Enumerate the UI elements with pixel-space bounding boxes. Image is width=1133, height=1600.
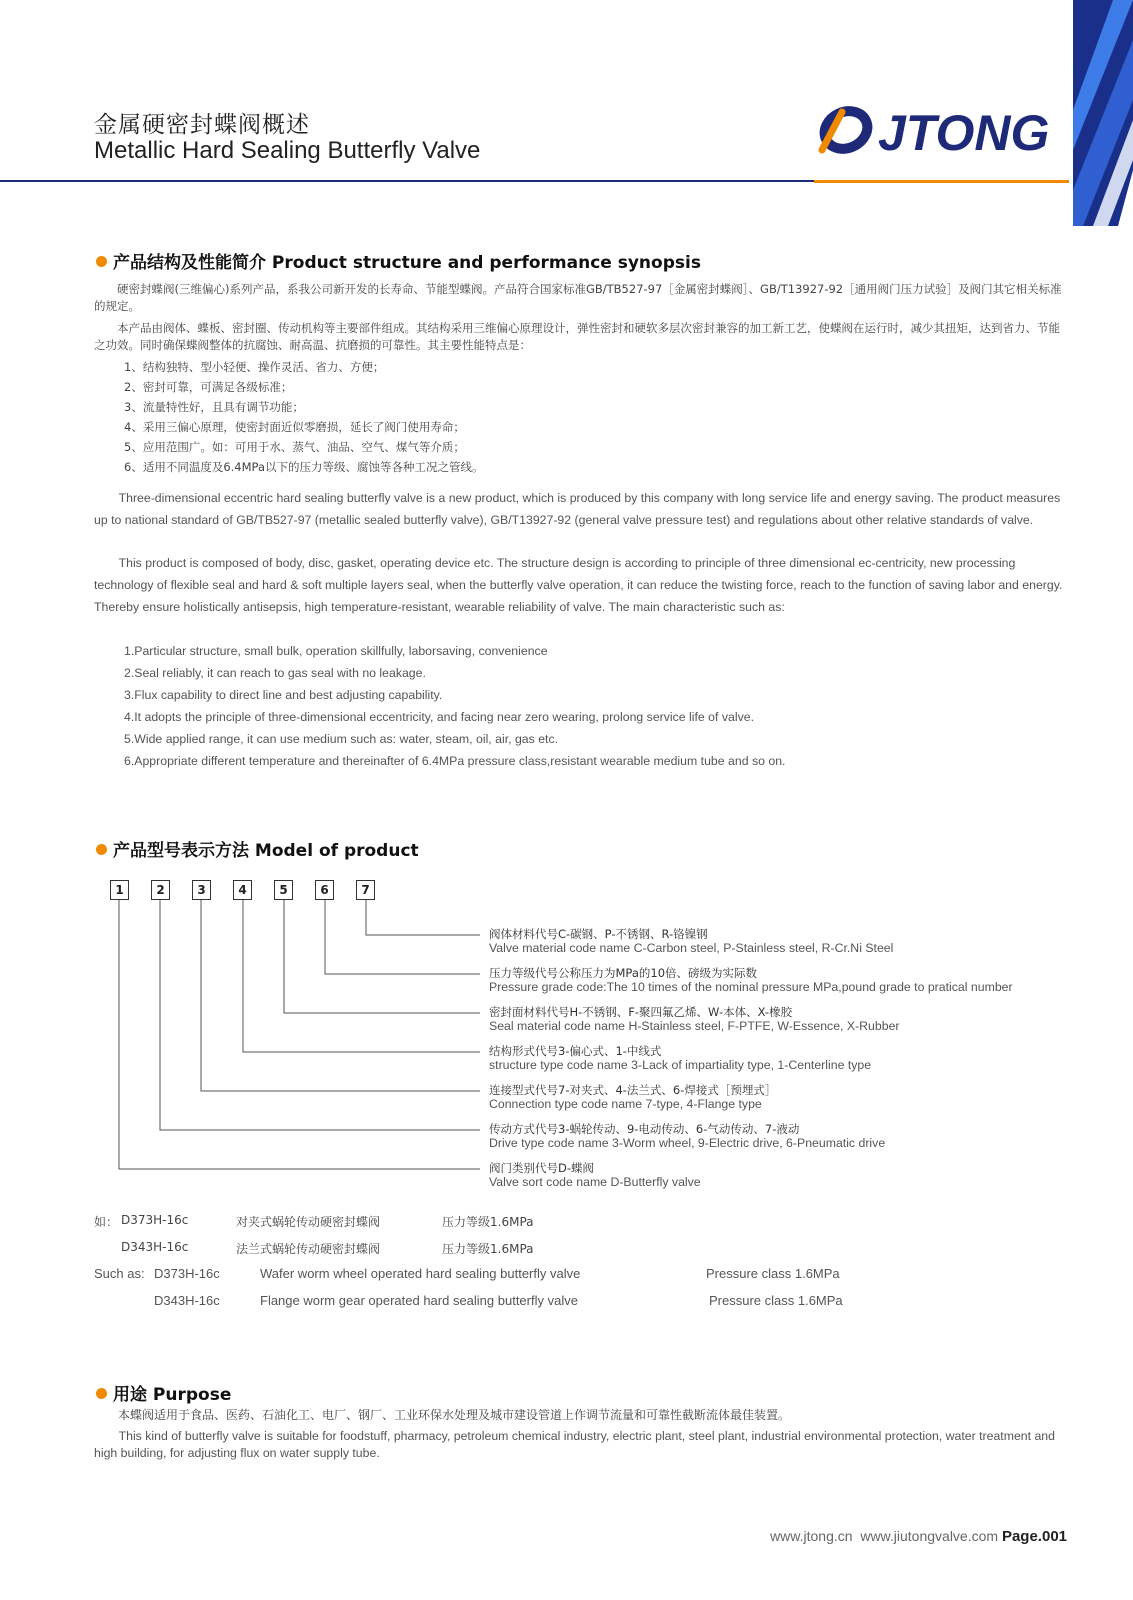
example-model: D373H-16c: [121, 1213, 189, 1227]
code-desc-cn: 传动方式代号3-蜗轮传动、9-电动传动、6-气动传动、7-液动: [489, 1122, 800, 1136]
example-en-model: D343H-16c: [154, 1293, 220, 1308]
code-desc-en: Valve sort code name D-Butterfly valve: [489, 1175, 701, 1189]
code-desc-en: Valve material code name C-Carbon steel, P-Stainless steel, R-Cr.Ni Steel: [489, 941, 894, 955]
example-model: D343H-16c: [121, 1240, 189, 1254]
code-desc-en: Pressure grade code:The 10 times of the nominal pressure MPa,pound grade to pratical number: [489, 980, 1013, 994]
page-footer: [770, 1528, 1067, 1545]
code-desc-en: Connection type code name 7-type, 4-Flange type: [489, 1097, 762, 1111]
en-paragraph-2: This product is composed of body, disc, gasket, operating device etc. The structure design is according to principle of three dimensional ec-centricity, new processing technology of flexible seal and hard & soft multiple layers seal, when the butterfly valve operation, it can reduce the twisting force, reach to the function of saving labor and energy. Thereby ensure holistically antisepsis, high temperature-resistant, wearable reliability of valve. The main characteristic such as:: [94, 556, 1063, 614]
example-en-desc: Wafer worm wheel operated hard sealing butterfly valve: [260, 1266, 581, 1281]
example-pressure: 压力等级1.6MPa: [442, 1215, 534, 1229]
section-heading-model: 产品型号表示方法 Model of product: [96, 836, 419, 861]
code-desc-en: Drive type code name 3-Worm wheel, 9-Electric drive, 6-Pneumatic drive: [489, 1136, 886, 1150]
example-en-prefix: Such as:: [94, 1266, 145, 1281]
code-desc-cn: 阀体材料代号C-碳钢、P-不锈钢、R-铬镍钢: [489, 927, 708, 941]
cn-paragraph-1: 硬密封蝶阀(三维偏心)系列产品，系我公司新开发的长寿命、节能型蝶阀。产品符合国家标准GB/TB527-97［金属密封蝶阀］、GB/T13927-92［通用阀门压力试验］及阀门其它相关标准的规定。: [94, 282, 1062, 313]
bullet-dot-icon: [96, 1388, 107, 1399]
en-list-item: 4.It adopts the principle of three-dimensional eccentricity, and facing near zero wearing, prolong service life of valve.: [124, 710, 754, 724]
footer-web-2[interactable]: www.jiutongvalve.com: [860, 1528, 999, 1544]
code-box-7: 7: [356, 880, 375, 900]
code-desc-cn: 结构形式代号3-偏心式、1-中线式: [489, 1044, 662, 1058]
example-en-pressure: Pressure class 1.6MPa: [709, 1293, 843, 1308]
section-heading-structure: 产品结构及性能简介 Product structure and performance synopsis: [96, 248, 701, 273]
code-box-3: 3: [192, 880, 211, 900]
code-desc-cn: 密封面材料代号H-不锈钢、F-聚四氟乙烯、W-本体、X-橡胶: [489, 1005, 793, 1019]
en-list-item: 3.Flux capability to direct line and best adjusting capability.: [124, 688, 443, 702]
cn-list-item: 6、适用不同温度及6.4MPa以下的压力等级、腐蚀等各种工况之管线。: [124, 460, 484, 474]
footer-web-1[interactable]: www.jtong.cn: [770, 1528, 853, 1544]
cn-list-item: 5、应用范围广。如：可用于水、蒸气、油品、空气、煤气等介质；: [124, 440, 465, 454]
code-box-4: 4: [233, 880, 252, 900]
en-list-item: 2.Seal reliably, it can reach to gas seal with no leakage.: [124, 666, 426, 680]
code-box-2: 2: [151, 880, 170, 900]
example-pressure: 压力等级1.6MPa: [442, 1242, 534, 1256]
code-box-5: 5: [274, 880, 293, 900]
example-prefix: 如：: [94, 1215, 119, 1229]
cn-paragraph-2: 本产品由阀体、蝶板、密封圈、传动机构等主要部件组成。其结构采用三维偏心原理设计，弹性密封和硬软多层次密封兼容的加工新工艺，使蝶阀在运行时，减少其扭矩，达到省力、节能之功效。同时确保蝶阀整体的抗腐蚀、耐高温、抗磨损的可靠性。其主要性能特点是：: [94, 321, 1060, 352]
code-box-1: 1: [110, 880, 129, 900]
en-list-item: 6.Appropriate different temperature and thereinafter of 6.4MPa pressure class,resistant wearable medium tube and so on.: [124, 754, 786, 768]
cn-list-item: 3、流量特性好，且具有调节功能；: [124, 400, 304, 414]
example-en-model: D373H-16c: [154, 1266, 220, 1281]
section-heading-purpose: 用途 Purpose: [96, 1380, 231, 1405]
en-list-item: 5.Wide applied range, it can use medium such as: water, steam, oil, air, gas etc.: [124, 732, 559, 746]
en-list-item: 1.Particular structure, small bulk, operation skillfully, laborsaving, convenience: [124, 644, 548, 658]
purpose-cn: 本蝶阀适用于食品、医药、石油化工、电厂、钢厂、工业环保水处理及城市建设管道上作调节流量和可靠性截断流体最佳装置。: [118, 1408, 791, 1422]
code-desc-en: Seal material code name H-Stainless steel, F-PTFE, W-Essence, X-Rubber: [489, 1019, 900, 1033]
example-en-desc: Flange worm gear operated hard sealing butterfly valve: [260, 1293, 578, 1308]
code-desc-cn: 压力等级代号公称压力为MPa的10倍、磅级为实际数: [489, 966, 758, 980]
en-paragraph-1: Three-dimensional eccentric hard sealing butterfly valve is a new product, which is produced by this company with long service life and energy saving. The product measures up to national standard of GB/TB527-97 (metallic sealed butterfly valve), GB/T13927-92 (general valve pressure test) and regulations about other relative standards of valve.: [94, 491, 1061, 527]
page-number: Page.001: [1001, 1528, 1067, 1545]
example-desc: 法兰式蜗轮传动硬密封蝶阀: [236, 1242, 381, 1256]
code-box-6: 6: [315, 880, 334, 900]
cn-list-item: 4、采用三偏心原理，使密封面近似零磨损，延长了阀门使用寿命；: [124, 420, 465, 434]
purpose-en: This kind of butterfly valve is suitable for foodstuff, pharmacy, petroleum chemical industry, electric plant, steel plant, industrial environmental protection, water treatment and high building, for adjusting flux on water supply tube.: [94, 1429, 1055, 1460]
code-desc-cn: 阀门类别代号D-蝶阀: [489, 1161, 595, 1175]
example-en-pressure: Pressure class 1.6MPa: [706, 1266, 840, 1281]
logo-text: JTONG: [878, 105, 1050, 161]
code-desc-cn: 连接型式代号7-对夹式、4-法兰式、6-焊接式［预埋式］: [489, 1083, 777, 1097]
page-title-en: Metallic Hard Sealing Butterfly Valve: [94, 137, 481, 164]
cn-list-item: 2、密封可靠，可满足各级标准；: [124, 380, 293, 394]
cn-list-item: 1、结构独特、型小轻便、操作灵活、省力、方便；: [124, 360, 385, 374]
example-desc: 对夹式蜗轮传动硬密封蝶阀: [236, 1215, 381, 1229]
page-title-cn: 金属硬密封蝶阀概述: [94, 112, 310, 138]
code-desc-en: structure type code name 3-Lack of impartiality type, 1-Centerline type: [489, 1058, 872, 1072]
